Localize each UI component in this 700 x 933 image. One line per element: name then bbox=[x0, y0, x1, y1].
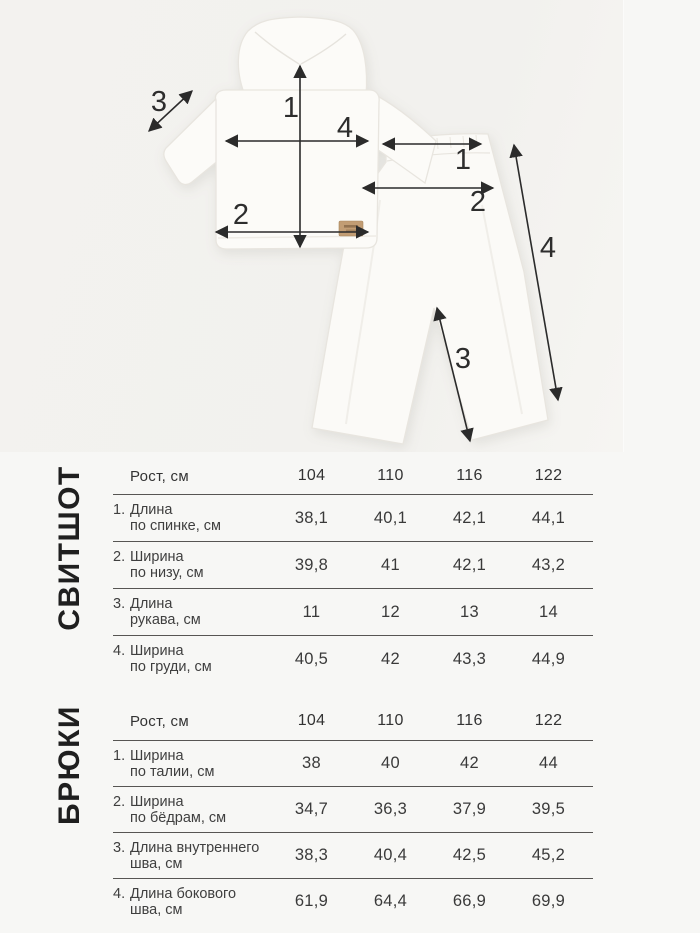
row-label-line1: Ширина bbox=[130, 549, 184, 565]
product-photo-area bbox=[0, 0, 624, 452]
header-height-label: Рост, см bbox=[130, 712, 189, 730]
row-label-line2: по бёдрам, см bbox=[130, 809, 227, 826]
brand-tag bbox=[339, 221, 363, 236]
size-value: 38,3 bbox=[294, 846, 329, 864]
table-row bbox=[113, 786, 593, 832]
header-size-104: 104 bbox=[297, 712, 326, 729]
row-number: 3. bbox=[113, 839, 126, 856]
row-label-line1: Длина bbox=[130, 596, 173, 612]
header-size-122: 122 bbox=[534, 467, 563, 484]
row-number: 4. bbox=[113, 885, 126, 902]
size-value: 61,9 bbox=[294, 892, 329, 910]
header-size-116: 116 bbox=[456, 467, 483, 484]
size-value: 39,8 bbox=[294, 555, 329, 574]
row-number: 2. bbox=[113, 549, 126, 565]
table-row bbox=[113, 635, 593, 682]
row-number: 1. bbox=[113, 747, 126, 764]
size-value: 36,3 bbox=[373, 800, 408, 818]
size-value: 44 bbox=[539, 754, 558, 772]
size-value: 38 bbox=[302, 754, 321, 772]
row-label-line2: по низу, см bbox=[130, 565, 204, 581]
header-size-110: 110 bbox=[377, 467, 404, 484]
size-value: 64,4 bbox=[373, 892, 408, 910]
sweatshirt-size-table bbox=[113, 458, 593, 682]
row-label-line2: по спинке, см bbox=[130, 518, 222, 534]
size-value: 39,5 bbox=[531, 800, 566, 818]
size-value: 40,4 bbox=[373, 846, 408, 864]
row-label-line1: Ширина bbox=[130, 643, 184, 659]
size-value: 43,2 bbox=[531, 555, 566, 574]
size-value: 66,9 bbox=[452, 892, 487, 910]
size-value: 14 bbox=[539, 602, 558, 621]
pants-measure-1: 1 bbox=[454, 144, 472, 176]
row-label-line2: рукава, см bbox=[130, 612, 201, 628]
table-header-row bbox=[113, 458, 593, 494]
size-value: 44,1 bbox=[531, 508, 566, 527]
table-row bbox=[113, 832, 593, 878]
row-number: 4. bbox=[113, 643, 126, 659]
sweatshirt-measure-4: 4 bbox=[336, 112, 354, 144]
row-number: 3. bbox=[113, 596, 126, 612]
table-row bbox=[113, 588, 593, 635]
sweatshirt-measure-3: 3 bbox=[150, 86, 168, 118]
size-value: 40,5 bbox=[294, 649, 329, 668]
row-label-line2: шва, см bbox=[130, 855, 183, 872]
row-number: 1. bbox=[113, 502, 126, 518]
size-value: 41 bbox=[381, 555, 400, 574]
header-size-122: 122 bbox=[534, 712, 563, 729]
pants-measure-3: 3 bbox=[454, 343, 472, 375]
size-value: 42,1 bbox=[452, 508, 487, 527]
size-value: 37,9 bbox=[452, 800, 487, 818]
row-label-line1: Ширина bbox=[130, 793, 184, 810]
row-number: 2. bbox=[113, 793, 126, 810]
header-size-104: 104 bbox=[297, 467, 326, 484]
size-value: 45,2 bbox=[531, 846, 566, 864]
size-value: 38,1 bbox=[294, 508, 329, 527]
row-label-line1: Длина бокового bbox=[130, 885, 237, 902]
row-label-line2: по груди, см bbox=[130, 659, 212, 675]
sweatshirt-measure-2: 2 bbox=[232, 199, 250, 231]
size-value: 12 bbox=[381, 602, 400, 621]
size-value: 42,1 bbox=[452, 555, 487, 574]
pants-measure-4: 4 bbox=[539, 232, 557, 264]
row-label-line1: Длина внутреннего bbox=[130, 839, 260, 856]
measurement-diagram bbox=[0, 0, 623, 452]
table-row bbox=[113, 878, 593, 924]
table-row bbox=[113, 740, 593, 786]
garments-group bbox=[164, 17, 548, 444]
table-row bbox=[113, 494, 593, 541]
size-value: 40 bbox=[381, 754, 400, 772]
size-value: 42,5 bbox=[452, 846, 487, 864]
table-header-row bbox=[113, 702, 593, 740]
size-value: 44,9 bbox=[531, 649, 566, 668]
header-height-label: Рост, см bbox=[130, 467, 189, 485]
size-value: 69,9 bbox=[531, 892, 566, 910]
size-value: 34,7 bbox=[294, 800, 329, 818]
sweatshirt-measure-1: 1 bbox=[282, 92, 300, 124]
header-size-116: 116 bbox=[456, 712, 483, 729]
header-size-110: 110 bbox=[377, 712, 404, 729]
size-value: 43,3 bbox=[452, 649, 487, 668]
size-value: 42 bbox=[381, 649, 400, 668]
row-label-line1: Длина bbox=[130, 502, 173, 518]
section-title-pants: БРЮКИ bbox=[53, 705, 86, 825]
row-label-line2: по талии, см bbox=[130, 763, 215, 780]
row-label-line1: Ширина bbox=[130, 747, 184, 764]
size-value: 40,1 bbox=[373, 508, 408, 527]
size-value: 13 bbox=[460, 602, 479, 621]
pants-size-table bbox=[113, 702, 593, 924]
size-value: 42 bbox=[460, 754, 479, 772]
hood bbox=[238, 17, 366, 98]
pants-measure-2: 2 bbox=[469, 186, 487, 218]
size-value: 11 bbox=[302, 602, 321, 621]
table-row bbox=[113, 541, 593, 588]
section-title-sweatshirt: СВИТШОТ bbox=[53, 465, 86, 631]
row-label-line2: шва, см bbox=[130, 901, 183, 918]
